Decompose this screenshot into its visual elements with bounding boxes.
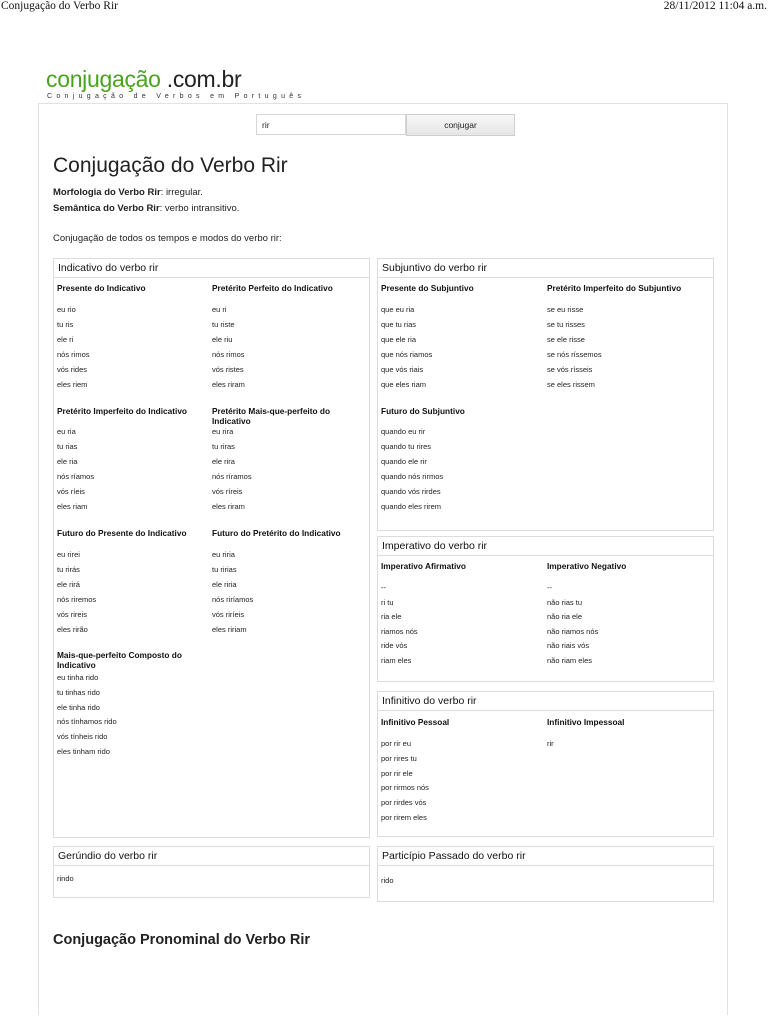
conjugation-form: nós ríramos <box>212 472 252 481</box>
morphology-line <box>53 187 203 198</box>
infinitivo-pessoal-title: Infinitivo Pessoal <box>381 717 450 727</box>
presente-subjuntivo-title: Presente do Subjuntivo <box>381 283 474 293</box>
conjugation-form: não riam eles <box>547 656 593 665</box>
conjugation-form: se nós ríssemos <box>547 350 602 359</box>
conjugation-form: quando tu rires <box>381 442 432 451</box>
conjugation-form: ri tu <box>381 597 394 607</box>
conjugation-form: ele rirá <box>57 580 80 589</box>
conjugation-form: eu tinha rido <box>57 673 99 682</box>
gerundio-header <box>54 847 369 866</box>
conjugation-form: que tu rias <box>381 320 417 329</box>
composto-title <box>57 650 182 670</box>
gerundio-panel <box>53 846 370 898</box>
conjugation-form: se eles rissem <box>547 380 595 389</box>
conjugation-form: quando eles rirem <box>381 502 442 511</box>
imperativo-afirmativo-title: Imperativo Afirmativo <box>381 561 466 571</box>
conjugation-form: quando vós rirdes <box>381 487 441 496</box>
semantics-label: Semântica do Verbo Rir <box>53 203 160 214</box>
conjugation-form: não rias tu <box>547 597 583 607</box>
conjugation-form: tu ris <box>57 320 74 329</box>
conjugation-form: tu riras <box>212 442 235 451</box>
conjugation-form: por rirem eles <box>381 813 427 822</box>
subjuntivo-title: Subjuntivo do verbo rir <box>382 262 488 274</box>
conjugation-form: nós rimos <box>212 350 245 359</box>
conjugation-form: que nós riamos <box>381 350 433 359</box>
conjugation-form: ele ria <box>57 457 78 466</box>
conjugation-form: tu tinhas rido <box>57 687 100 697</box>
conjugation-form: quando eu rir <box>381 427 426 436</box>
conjugation-form: -- <box>547 583 552 592</box>
logo-tld: .com.br <box>160 66 242 92</box>
conjugation-form: se eu risse <box>547 305 584 314</box>
conjugation-form: ele rira <box>212 457 235 466</box>
logo-main: conjugação <box>46 66 161 92</box>
conjugation-form: eu ria <box>57 427 76 436</box>
imperativo-negativo-title: Imperativo Negativo <box>547 561 627 571</box>
mais-que-perfeito-title-line1: Pretérito Mais-que-perfeito do <box>212 406 331 416</box>
site-tagline: Conjugação de Verbos em Português <box>47 93 306 100</box>
page-title: Conjugação do Verbo Rir <box>53 154 288 177</box>
presente-indicativo-title: Presente do Indicativo <box>57 283 146 293</box>
gerundio-value: rindo <box>57 874 74 883</box>
conjugation-form: vós ríeis <box>57 487 85 496</box>
semantics-line <box>53 203 239 214</box>
conjugation-form: vós ristes <box>212 365 244 374</box>
conjugation-form: tu rirás <box>57 565 80 574</box>
infinitivo-title: Infinitivo do verbo rir <box>382 695 477 707</box>
imperativo-panel <box>377 536 714 682</box>
composto-title-line2: Indicativo <box>57 660 96 670</box>
imperfeito-subjuntivo-title: Pretérito Imperfeito do Subjuntivo <box>547 283 682 293</box>
intro-text: Conjugação de todos os tempos e modos do verbo rir: <box>53 233 282 244</box>
conjugation-form: eles tinham rido <box>57 747 110 756</box>
subjuntivo-header <box>378 259 713 278</box>
print-header-title: Conjugação do Verbo Rir <box>1 0 119 12</box>
conjugation-form: eu rio <box>57 305 76 314</box>
conjugation-form: não riamos nós <box>547 626 599 636</box>
conjugation-form: vós tínheis rido <box>57 732 108 742</box>
conjugation-form: eu rira <box>212 427 234 436</box>
conjugation-form: ele riu <box>212 335 233 344</box>
conjugation-form: se tu risses <box>547 320 585 329</box>
conjugation-form: eu riria <box>212 550 235 559</box>
futuro-subjuntivo-title: Futuro do Subjuntivo <box>381 406 465 416</box>
indicativo-title: Indicativo do verbo rir <box>58 262 159 274</box>
conjugation-form: tu riste <box>212 320 235 329</box>
conjugation-form: nós tínhamos rido <box>57 717 117 727</box>
conjugation-form: eles rirão <box>57 625 88 634</box>
conjugation-form: rir <box>547 739 554 748</box>
participio-panel <box>377 846 714 902</box>
conjugation-form: por rires tu <box>381 753 417 763</box>
mais-que-perfeito-title-line2: Indicativo <box>212 416 251 426</box>
conjugation-form: que ele ria <box>381 335 417 344</box>
conjugation-form: se vós rísseis <box>547 365 593 374</box>
conjugation-form: eu ri <box>212 305 227 314</box>
participio-header <box>378 847 713 866</box>
conjugation-form: eles riram <box>212 380 245 389</box>
conjugation-form: quando ele rir <box>381 457 427 466</box>
conjugation-form: tu rias <box>57 442 78 451</box>
conjugation-form: eu rirei <box>57 550 80 559</box>
imperativo-header <box>378 537 713 556</box>
conjugation-form: que eles riam <box>381 380 427 389</box>
imperativo-title: Imperativo do verbo rir <box>382 540 488 552</box>
conjugation-form: nós riremos <box>57 595 97 604</box>
conjugation-form: por rirdes vós <box>381 798 427 808</box>
futuro-presente-title: Futuro do Presente do Indicativo <box>57 528 187 538</box>
print-header-datetime: 28/11/2012 11:04 a.m. <box>663 0 767 12</box>
conjugation-form: não riais vós <box>547 641 590 651</box>
morphology-value: : irregular. <box>160 187 203 198</box>
imperfeito-indicativo-title: Pretérito Imperfeito do Indicativo <box>57 406 188 416</box>
print-header <box>0 0 768 16</box>
conjugation-form: nós rimos <box>57 350 90 359</box>
site-logo[interactable] <box>46 66 241 92</box>
morphology-label: Morfologia do Verbo Rir <box>53 187 161 198</box>
conjugation-form: vós riríeis <box>212 610 245 619</box>
conjugation-form: vós rides <box>57 365 88 374</box>
conjugation-form: tu ririas <box>212 565 237 574</box>
conjugation-form: riam eles <box>381 656 412 665</box>
participio-value: rido <box>381 876 394 885</box>
conjugation-form: por rirmos nós <box>381 783 429 793</box>
conjugation-form: não ria ele <box>547 612 583 622</box>
conjugation-form: eles ririam <box>212 625 247 634</box>
futuro-preterito-title: Futuro do Pretérito do Indicativo <box>212 528 341 538</box>
conjugation-form: -- <box>381 583 386 592</box>
conjugation-form: que eu ria <box>381 305 415 314</box>
conjugation-form: eles riam <box>57 502 88 511</box>
conjugation-form: riamos nós <box>381 626 418 636</box>
conjugation-form: eles riem <box>57 380 88 389</box>
conjugation-form: ele ri <box>57 335 74 344</box>
composto-title-line1: Mais-que-perfeito Composto do <box>57 650 182 660</box>
conjugation-form: que vós riais <box>381 365 424 374</box>
participio-title: Particípio Passado do verbo rir <box>382 850 526 862</box>
conjugation-form: ele tinha rido <box>57 702 100 712</box>
conjugation-form: eles riram <box>212 502 245 511</box>
pronominal-section-title: Conjugação Pronominal do Verbo Rir <box>53 932 310 948</box>
conjugation-form: vós ríreis <box>212 487 243 496</box>
gerundio-title: Gerúndio do verbo rir <box>58 850 158 862</box>
conjugation-form: quando nós rirmos <box>381 472 444 481</box>
search-input[interactable] <box>256 114 406 135</box>
conjugation-form: ria ele <box>381 612 402 622</box>
infinitivo-panel <box>377 691 714 837</box>
conjugation-form: nós ríamos <box>57 472 95 481</box>
perfeito-indicativo-title: Pretérito Perfeito do Indicativo <box>212 283 333 293</box>
conjugation-form: se ele risse <box>547 335 585 344</box>
semantics-value: : verbo intransitivo. <box>159 203 240 214</box>
conjugation-form: ride vós <box>381 641 408 651</box>
conjugation-form: nós riríamos <box>212 595 254 604</box>
conjugation-form: por rir eu <box>381 739 412 748</box>
infinitivo-impessoal-title: Infinitivo Impessoal <box>547 717 625 727</box>
mais-que-perfeito-title <box>212 406 330 426</box>
conjugation-form: ele riria <box>212 580 237 589</box>
infinitivo-header <box>378 692 713 711</box>
conjugar-button[interactable]: conjugar <box>406 114 515 136</box>
conjugation-form: por rir ele <box>381 768 413 778</box>
indicativo-header <box>54 259 369 278</box>
conjugation-form: vós rireis <box>57 610 88 619</box>
